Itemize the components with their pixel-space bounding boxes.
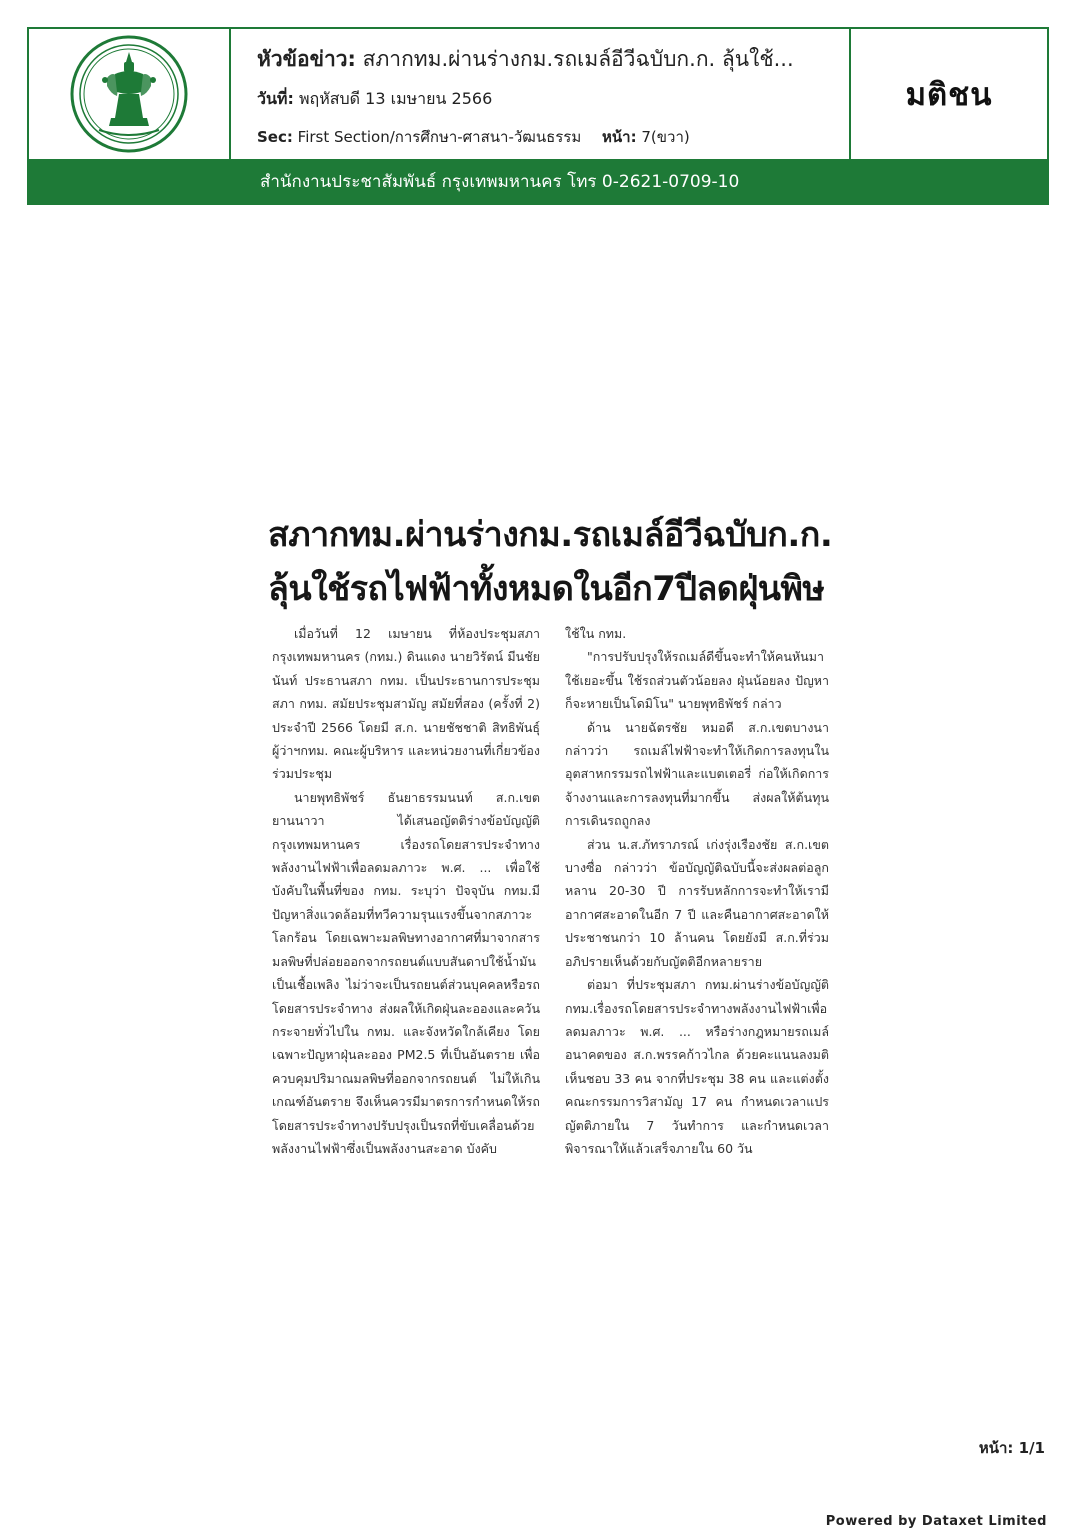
logo-cell: [29, 29, 231, 159]
date-value: พฤหัสบดี 13 เมษายน 2566: [298, 89, 493, 108]
article-headline: [268, 508, 868, 616]
headline-line-2: ลุ้นใช้รถไฟฟ้าทั้งหมดในอีก7ปีลดฝุ่นพิษ: [268, 569, 825, 609]
article-column-left: [272, 622, 540, 1160]
section-row: [257, 125, 690, 149]
paragraph: ใช้ใน กทม.: [565, 626, 627, 641]
date-row: [257, 87, 492, 112]
paragraph: "การปรับปรุงให้รถเมล์ดีขึ้นจะทำให้คนหันมาใช้เยอะขึ้น ใช้รถส่วนตัวน้อยลง ฝุ่นน้อยลง ปัญหาก็จะหายเป็นโดมิโน" นายพุทธิพัชร์ กล่าว: [565, 649, 829, 712]
article-column-right: [565, 622, 829, 1160]
banner-text: สำนักงานประชาสัมพันธ์ กรุงเทพมหานคร โทร 0-2621-0709-10: [260, 172, 740, 192]
headline-value: สภากทม.ผ่านร่างกม.รถเมล์อีวีฉบับก.ก. ลุ้นใช้...: [362, 47, 794, 71]
section-value: First Section/การศึกษา-ศาสนา-วัฒนธรรม: [297, 128, 582, 146]
pr-office-banner: [27, 159, 1049, 205]
paragraph: ต่อมา ที่ประชุมสภา กทม.ผ่านร่างข้อบัญญัติ กทม.เรื่องรถโดยสารประจำทางพลังงานไฟฟ้าเพื่อลดมลภาวะ พ.ศ. ... หรือร่างกฎหมายรถเมล์อนาคตของ ส.ก.พรรคก้าวไกล ด้วยคะแนนลงมติเห็นชอบ 33 คน จากที่ประชุม 38 คน และแต่งตั้งคณะกรรมการวิสามัญ 17 คน กำหนดเวลาแปรญัตติภายใน 7 วันทำการ และกำหนดเวลาพิจารณาให้แล้วเสร็จภายใน 60 วัน: [565, 977, 829, 1156]
headline-row: [257, 43, 794, 76]
date-label: วันที่:: [257, 89, 294, 108]
powered-by: Powered by Dataxet Limited: [825, 1514, 1047, 1529]
paragraph: เมื่อวันที่ 12 เมษายน ที่ห้องประชุมสภากรุงเทพมหานคร (กทม.) ดินแดง นายวิรัตน์ มีนชัยนันท์ ประธานสภา กทม. เป็นประธานการประชุมสภา กทม. สมัยประชุมสามัญ สมัยที่สอง (ครั้งที่ 2) ประจำปี 2566 โดยมี ส.ก. นายชัชชาติ สิทธิพันธุ์ ผู้ว่าฯกทม. คณะผู้บริหาร และหน่วยงานที่เกี่ยวข้อง ร่วมประชุม: [272, 626, 540, 782]
publication-name: มติชน: [905, 77, 993, 113]
publication-cell: [851, 29, 1047, 159]
clipping-info: [231, 29, 851, 159]
section-label: Sec:: [257, 128, 293, 146]
paragraph: นายพุทธิพัชร์ ธันยาธรรมนนท์ ส.ก.เขตยานนาวา ได้เสนอญัตติร่างข้อบัญญัติกรุงเทพมหานคร เรื่องรถโดยสารประจำทางพลังงานไฟฟ้าเพื่อลดมลภาวะ พ.ศ. ... เพื่อใช้บังคับในพื้นที่ของ กทม. ระบุว่า ปัจจุบัน กทม.มีปัญหาสิ่งแวดล้อมที่ทวีความรุนแรงขึ้นจากสภาวะโลกร้อน โดยเฉพาะมลพิษทางอากาศที่มาจากสารมลพิษที่ปล่อยออกจากรถยนต์แบบสันดาปใช้น้ำมันเป็นเชื้อเพลิง ไม่ว่าจะเป็นรถยนต์ส่วนบุคคลหรือรถโดยสารประจำทาง ส่งผลให้เกิดฝุ่นละอองและควันกระจายทั่วไปใน กทม. และจังหวัดใกล้เคียง โดยเฉพาะปัญหาฝุ่นละออง PM2.5 ที่เป็นอันตราย เพื่อควบคุมปริมาณมลพิษที่ออกจากรถยนต์ ไม่ให้เกินเกณฑ์อันตราย จึงเห็นควรมีมาตรการกำหนดให้รถโดยสารประจำทางปรับปรุงเป็นรถที่ขับเคลื่อนด้วยพลังงานไฟฟ้าซึ่งเป็นพลังงานสะอาด บังคับ: [272, 789, 540, 1156]
bangkok-seal-logo: [69, 34, 189, 154]
paragraph: ส่วน น.ส.ภัทราภรณ์ เก่งรุ่งเรืองชัย ส.ก.เขตบางซื่อ กล่าวว่า ข้อบัญญัติฉบับนี้จะส่งผลต่อลูกหลาน 20-30 ปี การรับหลักการจะทำให้เรามีอากาศสะอาดในอีก 7 ปี และคืนอากาศสะอาดให้ประชาชนกว่า 10 ล้านคน โดยยังมี ส.ก.ที่ร่วมอภิปรายเห็นด้วยกับญัตติอีกหลายราย: [565, 836, 829, 969]
page-value: 7(ขวา): [641, 128, 690, 146]
headline-label: หัวข้อข่าว:: [257, 47, 356, 71]
page-label: หน้า:: [602, 128, 637, 146]
page-indicator: หน้า: 1/1: [978, 1439, 1045, 1457]
clipping-header: [27, 27, 1049, 161]
paragraph: ด้าน นายฉัตรชัย หมอดี ส.ก.เขตบางนา กล่าวว่า รถเมล์ไฟฟ้าจะทำให้เกิดการลงทุนในอุตสาหกรรมรถไฟฟ้าและแบตเตอรี่ ก่อให้เกิดการจ้างงานและการลงทุนที่มากขึ้น ส่งผลให้ต้นทุนการเดินรถถูกลง: [565, 719, 829, 829]
headline-line-1: สภากทม.ผ่านร่างกม.รถเมล์อีวีฉบับก.ก.: [268, 515, 833, 555]
